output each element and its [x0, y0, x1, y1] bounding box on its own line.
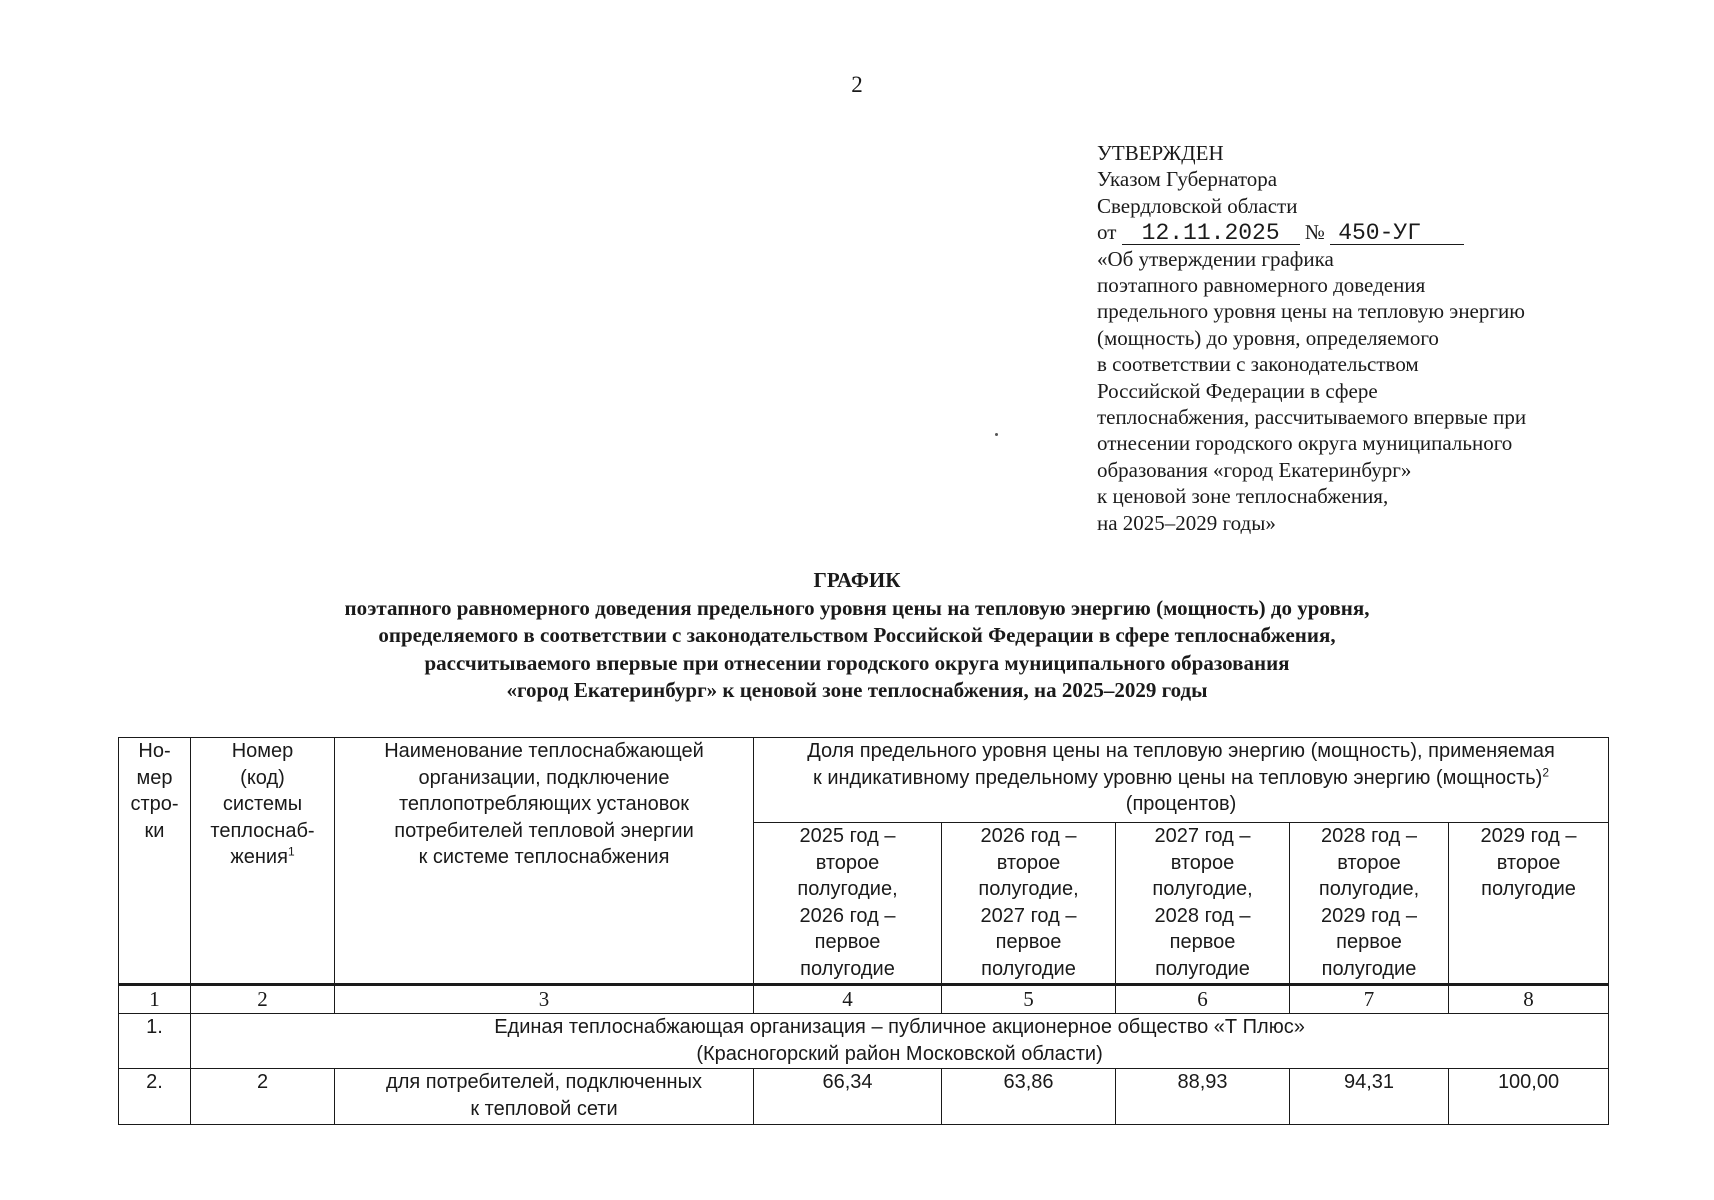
approval-line: образования «город Екатеринбург»: [1097, 457, 1412, 482]
period-line: 2025 год –: [799, 825, 896, 847]
row-number: 1.: [119, 1014, 191, 1069]
share-value: 88,93: [1116, 1069, 1290, 1125]
approval-line: (мощность) до уровня, определяемого: [1097, 325, 1439, 350]
header-line: к системе теплоснабжения: [418, 846, 670, 868]
header-line: Наименование теплоснабжающей: [384, 740, 704, 762]
header-org-name: [335, 738, 754, 985]
share-value: 94,31: [1290, 1069, 1449, 1125]
period-line: 2028 год –: [1154, 904, 1251, 927]
period-line: второе: [1170, 851, 1235, 874]
header-line: [194, 844, 331, 871]
organization-region: (Красногорский район Московской области): [696, 1042, 1103, 1065]
approval-date-line: [1097, 219, 1677, 245]
period-line: полугодие,: [797, 878, 898, 900]
approval-line: к ценовой зоне теплоснабжения,: [1097, 484, 1389, 509]
period-line: 2026 год –: [980, 825, 1077, 847]
period-line: полугодие,: [978, 878, 1079, 900]
approval-line: Указом Губернатора: [1097, 167, 1278, 192]
description-line: к тепловой сети: [470, 1097, 618, 1120]
header-row-number: [119, 738, 191, 985]
scan-speck: [995, 433, 998, 436]
share-value: 100,00: [1449, 1069, 1609, 1125]
period-line: полугодие: [1481, 878, 1576, 900]
approval-line: теплоснабжения, рассчитываемого впервые при: [1097, 405, 1527, 430]
period-2028: [1290, 823, 1449, 985]
period-line: 2027 год –: [1154, 825, 1251, 847]
decree-date: 12.11.2025: [1122, 222, 1300, 245]
description-line: для потребителей, подключенных: [386, 1071, 702, 1093]
period-2026: [942, 823, 1116, 985]
column-number: 1: [119, 985, 191, 1014]
footnote-marker: 2: [1542, 764, 1550, 779]
period-2029: [1449, 823, 1609, 985]
period-line: 2027 год –: [980, 904, 1077, 927]
period-line: первое: [1336, 931, 1402, 953]
header-line: теплопотребляющих установок: [398, 793, 690, 815]
column-number: 6: [1116, 985, 1290, 1014]
header-line: системы: [222, 793, 303, 815]
approval-line: поэтапного равномерного доведения: [1097, 273, 1426, 298]
date-prefix: от: [1097, 220, 1117, 245]
period-line: первое: [1169, 931, 1236, 953]
number-prefix: №: [1304, 220, 1325, 245]
title-heading: ГРАФИК: [813, 568, 901, 592]
title-line: рассчитываемого впервые при отнесении городского округа муниципального образования: [424, 650, 1290, 675]
column-number: 4: [754, 985, 942, 1014]
period-line: второе: [1496, 851, 1561, 874]
approval-line: «Об утверждении графика: [1097, 246, 1334, 271]
header-line-text: жения: [230, 846, 288, 868]
header-line: стро-: [130, 793, 179, 815]
period-line: полугодие,: [1152, 878, 1253, 900]
share-value: 63,86: [942, 1069, 1116, 1125]
header-line: Номер: [231, 740, 294, 762]
header-line: (код): [240, 766, 285, 789]
header-line: Но-: [138, 740, 171, 762]
approval-line: отнесении городского округа муниципального: [1097, 431, 1513, 456]
period-line: полугодие: [1155, 957, 1250, 980]
system-code: 2: [191, 1069, 335, 1125]
approval-stamp: [1097, 140, 1677, 536]
period-line: полугодие: [800, 957, 895, 980]
period-line: второе: [815, 851, 880, 874]
column-number: 7: [1290, 985, 1449, 1014]
approval-line: Российской Федерации в сфере: [1097, 378, 1378, 403]
period-line: второе: [996, 851, 1061, 874]
title-line: определяемого в соответствии с законодательством Российской Федерации в сфере теплоснабжения,: [378, 623, 1336, 647]
period-line: 2029 год –: [1321, 904, 1417, 927]
approval-line: Свердловской области: [1097, 193, 1298, 218]
page-number: 2: [851, 72, 863, 97]
column-number: 3: [335, 985, 754, 1014]
row-number: 2.: [119, 1069, 191, 1125]
document-title: [0, 567, 1714, 705]
price-schedule-table: [118, 737, 1609, 1125]
approval-line: на 2025–2029 годы»: [1097, 510, 1276, 535]
footnote-marker: 1: [287, 844, 295, 859]
organization-heading: [191, 1014, 1609, 1069]
period-2025: [754, 823, 942, 985]
period-line: 2029 год –: [1480, 825, 1577, 847]
period-line: полугодие: [1321, 957, 1417, 980]
header-line: потребителей тепловой энергии: [394, 819, 694, 842]
column-number: 8: [1449, 985, 1609, 1014]
column-number-row: [119, 985, 1609, 1014]
header-line: организации, подключение: [418, 766, 670, 789]
period-line: первое: [814, 931, 881, 953]
share-value: 66,34: [754, 1069, 942, 1125]
header-line: мер: [136, 766, 173, 789]
header-line: [757, 765, 1605, 792]
approval-heading: УТВЕРЖДЕН: [1097, 141, 1224, 165]
period-line: полугодие,: [1318, 878, 1420, 900]
period-line: второе: [1337, 851, 1401, 874]
title-line: поэтапного равномерного доведения предельного уровня цены на тепловую энергию (мощность) до уровня,: [344, 595, 1370, 620]
header-line: (процентов): [1125, 793, 1237, 815]
header-line: теплоснаб-: [210, 819, 315, 842]
header-line: ки: [144, 819, 165, 842]
header-line: Доля предельного уровня цены на тепловую энергию (мощность), применяемая: [807, 740, 1555, 762]
table-row: [119, 1014, 1609, 1069]
approval-line: предельного уровня цены на тепловую энергию: [1097, 299, 1525, 324]
header-share: [754, 738, 1609, 823]
consumer-description: [335, 1069, 754, 1125]
column-number: 2: [191, 985, 335, 1014]
header-system-code: [191, 738, 335, 985]
table-row: [119, 1069, 1609, 1125]
header-line-text: к индикативному предельному уровню цены на тепловую энергию (мощность): [813, 766, 1543, 789]
decree-number: 450-УГ: [1330, 222, 1464, 245]
period-2027: [1116, 823, 1290, 985]
period-line: полугодие: [981, 957, 1076, 980]
organization-name: Единая теплоснабжающая организация – публичное акционерное общество «Т Плюс»: [494, 1016, 1305, 1038]
column-number: 5: [942, 985, 1116, 1014]
period-line: 2026 год –: [799, 904, 896, 927]
period-line: 2028 год –: [1321, 825, 1417, 847]
period-line: первое: [995, 931, 1062, 953]
title-line: «город Екатеринбург» к ценовой зоне теплоснабжения, на 2025–2029 годы: [506, 678, 1208, 702]
header-row: [119, 738, 1609, 823]
approval-line: в соответствии с законодательством: [1097, 352, 1419, 377]
